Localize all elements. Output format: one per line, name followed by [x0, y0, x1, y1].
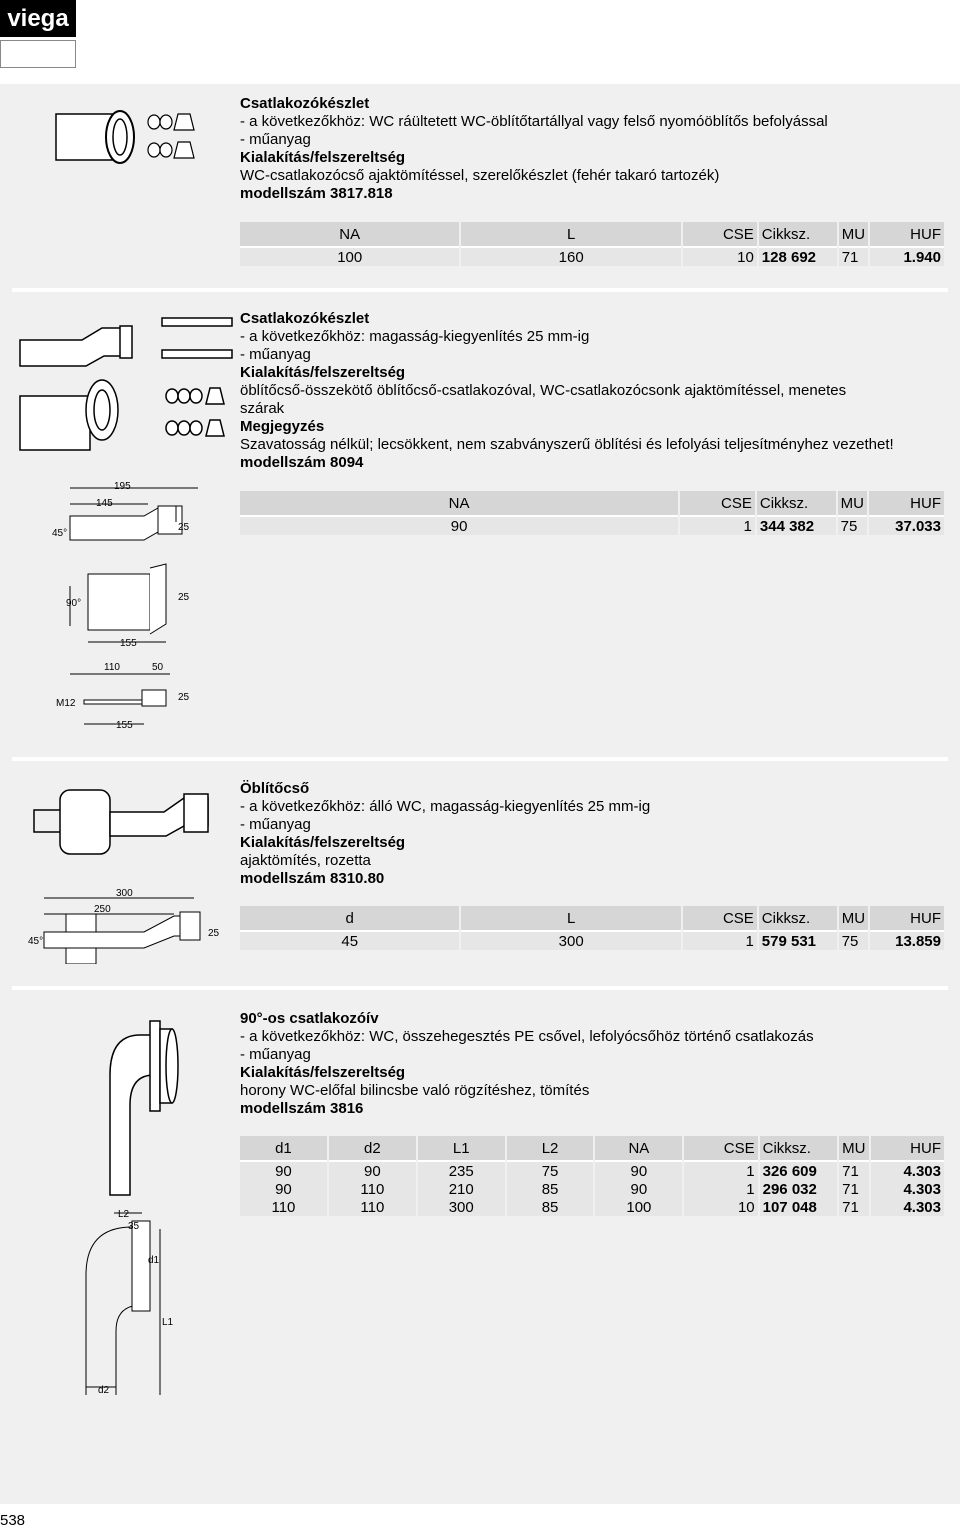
cell: 13.859	[870, 930, 944, 950]
cell: 71	[839, 1180, 868, 1198]
dimension-label: 35	[128, 1221, 140, 1232]
section-divider	[12, 288, 948, 292]
dimension-label: M12	[56, 698, 76, 709]
connector-set-drawing	[50, 104, 210, 170]
spec-table	[238, 1136, 946, 1216]
spec-table	[238, 906, 946, 950]
col-header: HUF	[871, 1136, 945, 1160]
design-text: horony WC-előfal bilincsbe való rögzítéshez, tömítés	[240, 1082, 590, 1099]
product-feature: - a következőkhöz: WC ráültetett WC-öblítőtartállyal vagy felső nyomóöblítős befolyással	[240, 113, 828, 130]
col-header: Cikksz.	[759, 222, 837, 246]
dimension-label: 110	[104, 662, 120, 673]
cell: 1	[684, 1180, 757, 1198]
cell: 100	[595, 1198, 682, 1216]
col-header: MU	[839, 222, 868, 246]
cell: 75	[507, 1160, 594, 1180]
dimension-label: L1	[162, 1317, 174, 1328]
cell: 45	[240, 930, 459, 950]
cell: 1	[684, 1160, 757, 1180]
product-title: 90°-os csatlakozóív	[240, 1010, 379, 1027]
spec-table	[238, 491, 946, 535]
col-header: CSE	[680, 491, 755, 515]
product-feature: - műanyag	[240, 816, 311, 833]
dimension-label: 145	[96, 498, 113, 509]
cell: 90	[240, 1180, 327, 1198]
col-header: d1	[240, 1136, 327, 1160]
table-row	[240, 930, 944, 950]
model-number: modellszám 3816	[240, 1100, 364, 1117]
dimension-label: 25	[178, 592, 190, 603]
product-feature: - műanyag	[240, 1046, 311, 1063]
table-row	[240, 515, 944, 535]
cell: 4.303	[871, 1198, 945, 1216]
col-header: NA	[240, 222, 459, 246]
product-section-1	[240, 95, 950, 203]
table-row	[240, 1180, 944, 1198]
cell: 75	[839, 930, 868, 950]
cell: 1	[680, 515, 755, 535]
cell: 10	[683, 246, 757, 266]
product-section-2	[240, 310, 950, 472]
cell: 90	[595, 1180, 682, 1198]
cell: 160	[461, 246, 680, 266]
cell: 90	[595, 1160, 682, 1180]
cell: 296 032	[760, 1180, 838, 1198]
product-feature: - a következőkhöz: álló WC, magasság-kiegyenlítés 25 mm-ig	[240, 798, 651, 815]
logo-box	[0, 40, 76, 68]
dimension-label: 25	[208, 928, 220, 939]
cell: 85	[507, 1180, 594, 1198]
cell: 128 692	[759, 246, 837, 266]
dimension-label: 155	[116, 720, 133, 731]
dimension-label: d1	[148, 1255, 160, 1266]
col-header: Cikksz.	[760, 1136, 838, 1160]
col-header: d	[240, 906, 459, 930]
dimension-label: 50	[152, 662, 164, 673]
cell: 10	[684, 1198, 757, 1216]
col-header: L2	[507, 1136, 594, 1160]
col-header: HUF	[870, 906, 944, 930]
col-header: L	[461, 906, 680, 930]
col-header: Cikksz.	[757, 491, 836, 515]
product-feature: - a következőkhöz: WC, összehegesztés PE csővel, lefolyócsőhöz történő csatlakozás	[240, 1028, 814, 1045]
cell: 1	[683, 930, 757, 950]
product-title: Öblítőcső	[240, 780, 310, 797]
cell: 75	[838, 515, 868, 535]
dimension-label: 25	[178, 522, 190, 533]
cell: 90	[329, 1160, 416, 1180]
cell: 300	[461, 930, 680, 950]
cell: 4.303	[871, 1160, 945, 1180]
design-label: Kialakítás/felszereltség	[240, 364, 406, 381]
col-header: NA	[240, 491, 678, 515]
design-text: WC-csatlakozócső ajaktömítéssel, szerelőkészlet (fehér takaró tartozék)	[240, 167, 720, 184]
col-header: CSE	[683, 906, 757, 930]
viega-logo: viega	[0, 0, 76, 37]
model-number: modellszám 8310.80	[240, 870, 385, 887]
product-section-3	[240, 780, 950, 888]
dimension-label: d2	[98, 1385, 110, 1396]
cell: 300	[418, 1198, 505, 1216]
design-text: szárak	[240, 400, 285, 417]
design-label: Kialakítás/felszereltség	[240, 149, 406, 166]
cell: 110	[329, 1180, 416, 1198]
col-header: d2	[329, 1136, 416, 1160]
spec-table	[238, 222, 946, 266]
product-feature: - a következőkhöz: magasság-kiegyenlítés 25 mm-ig	[240, 328, 590, 345]
col-header: CSE	[683, 222, 757, 246]
cell: 326 609	[760, 1160, 838, 1180]
cell: 210	[418, 1180, 505, 1198]
cell: 110	[329, 1198, 416, 1216]
section-divider	[12, 757, 948, 761]
col-header: Cikksz.	[759, 906, 837, 930]
cell: 37.033	[869, 515, 944, 535]
cell: 4.303	[871, 1180, 945, 1198]
cell: 1.940	[870, 246, 944, 266]
col-header: MU	[839, 906, 868, 930]
dimension-label: 250	[94, 904, 111, 915]
table-row	[240, 1160, 944, 1180]
product-title: Csatlakozókészlet	[240, 310, 370, 327]
col-header: L	[461, 222, 680, 246]
note-label: Megjegyzés	[240, 418, 325, 435]
col-header: HUF	[870, 222, 944, 246]
product-feature: - műanyag	[240, 131, 311, 148]
dimension-label: 300	[116, 888, 133, 899]
dimension-label: 45°	[52, 528, 68, 539]
page-number: 538	[0, 1512, 26, 1529]
dimension-label: 90°	[66, 598, 82, 609]
design-text: ajaktömítés, rozetta	[240, 852, 371, 869]
cell: 344 382	[757, 515, 836, 535]
dimension-label: L2	[118, 1209, 130, 1220]
design-text: öblítőcső-összekötő öblítőcső-csatlakozóval, WC-csatlakozócsonk ajaktömítéssel, menetes	[240, 382, 847, 399]
dimension-label: 45°	[28, 936, 44, 947]
col-header: MU	[839, 1136, 868, 1160]
cell: 235	[418, 1160, 505, 1180]
table-row	[240, 1198, 944, 1216]
col-header: L1	[418, 1136, 505, 1160]
note-text: Szavatosság nélkül; lecsökkent, nem szabványszerű öblítési és lefolyási teljesítményhez vezethet!	[240, 436, 894, 453]
design-label: Kialakítás/felszereltség	[240, 1064, 406, 1081]
section-divider	[12, 986, 948, 990]
dimension-label: 195	[114, 481, 131, 492]
cell: 90	[240, 1160, 327, 1180]
col-header: HUF	[869, 491, 944, 515]
dimension-drawing	[48, 478, 238, 738]
model-number: modellszám 3817.818	[240, 185, 393, 202]
table-row	[240, 246, 944, 266]
cell: 90	[240, 515, 678, 535]
flush-pipe-drawing	[24, 784, 234, 964]
cell: 71	[839, 246, 868, 266]
dimension-label: 25	[178, 692, 190, 703]
product-feature: - műanyag	[240, 346, 311, 363]
col-header: CSE	[684, 1136, 757, 1160]
col-header: MU	[838, 491, 868, 515]
connector-kit-drawing	[12, 310, 237, 460]
product-section-4	[240, 1010, 950, 1118]
cell: 107 048	[760, 1198, 838, 1216]
cell: 85	[507, 1198, 594, 1216]
cell: 71	[839, 1160, 868, 1180]
elbow-drawing	[80, 1015, 220, 1400]
col-header: NA	[595, 1136, 682, 1160]
cell: 579 531	[759, 930, 837, 950]
cell: 71	[839, 1198, 868, 1216]
cell: 100	[240, 246, 459, 266]
model-number: modellszám 8094	[240, 454, 364, 471]
dimension-label: 155	[120, 638, 137, 649]
design-label: Kialakítás/felszereltség	[240, 834, 406, 851]
cell: 110	[240, 1198, 327, 1216]
product-title: Csatlakozókészlet	[240, 95, 370, 112]
